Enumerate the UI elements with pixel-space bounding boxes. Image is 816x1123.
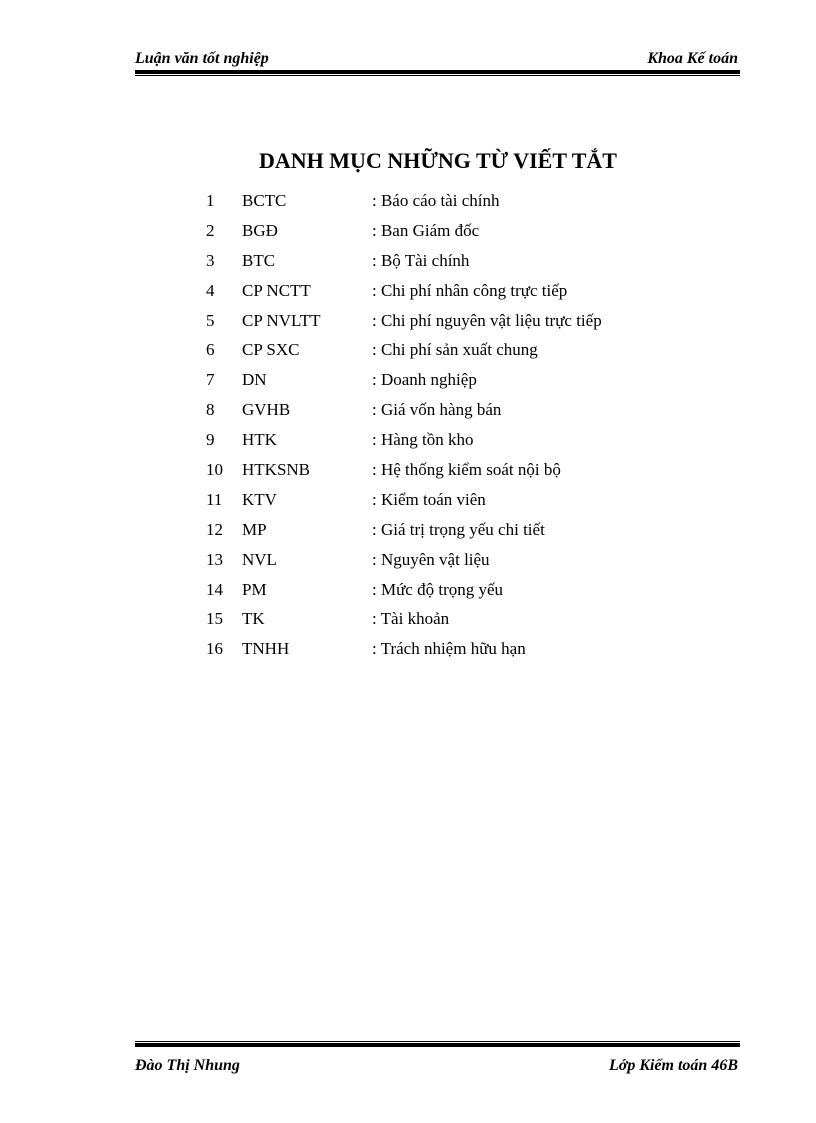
abbreviation-meaning: : Hàng tồn kho	[372, 430, 474, 450]
header-rule-thin	[135, 75, 740, 76]
abbreviation-number: 3	[206, 250, 215, 270]
abbreviation-row	[206, 517, 666, 547]
abbreviation-number: 9	[206, 430, 215, 450]
abbreviation-number: 13	[206, 549, 223, 569]
abbreviation-row	[206, 367, 666, 397]
abbreviation-code: NVL	[242, 549, 277, 569]
abbreviation-meaning: : Ban Giám đốc	[372, 220, 480, 240]
footer-rule	[135, 1043, 740, 1047]
abbreviation-number: 15	[206, 609, 223, 629]
abbreviation-meaning: : Báo cáo tài chính	[372, 191, 500, 210]
abbreviation-number: 1	[206, 191, 215, 210]
abbreviation-number: 10	[206, 460, 223, 480]
abbreviation-code: CP SXC	[242, 340, 300, 360]
abbreviation-code: HTK	[242, 430, 277, 450]
abbreviation-number: 7	[206, 370, 215, 390]
footer-class-label: Lớp Kiểm toán 46B	[608, 1057, 738, 1074]
abbreviation-row	[206, 308, 666, 338]
page-footer	[135, 1054, 740, 1078]
abbreviation-row	[206, 248, 666, 278]
abbreviation-row	[206, 427, 666, 457]
header-faculty-label: Khoa Kế toán	[647, 50, 738, 67]
abbreviation-row	[206, 278, 666, 308]
footer-author-label: Đào Thị Nhung	[135, 1057, 240, 1074]
abbreviation-code: BTC	[242, 250, 276, 270]
abbreviation-code: TK	[242, 609, 265, 629]
abbreviation-meaning: : Kiểm toán viên	[372, 489, 486, 509]
abbreviation-meaning: : Nguyên vật liệu	[372, 549, 490, 569]
abbreviation-meaning: : Giá trị trọng yếu chi tiết	[372, 519, 545, 539]
abbreviation-code: BGĐ	[242, 220, 278, 240]
abbreviation-row	[206, 577, 666, 607]
footer-rule-thin	[135, 1041, 740, 1042]
abbreviation-meaning: : Doanh nghiệp	[372, 370, 477, 390]
abbreviation-code: DN	[242, 370, 267, 390]
abbreviation-row	[206, 487, 666, 517]
abbreviation-row	[206, 606, 666, 636]
abbreviation-row	[206, 337, 666, 367]
abbreviation-code: MP	[242, 519, 267, 539]
abbreviation-meaning: : Chi phí sản xuất chung	[372, 340, 538, 360]
abbreviation-meaning: : Chi phí nguyên vật liệu trực tiếp	[372, 310, 602, 330]
abbreviation-code: PM	[242, 579, 267, 599]
abbreviation-row	[206, 636, 666, 666]
abbreviation-row	[206, 218, 666, 248]
abbreviation-number: 16	[206, 639, 223, 659]
abbreviation-code: CP NCTT	[242, 280, 311, 300]
abbreviation-row	[206, 397, 666, 427]
abbreviation-meaning: : Hệ thống kiểm soát nội bộ	[372, 460, 561, 480]
abbreviation-number: 11	[206, 489, 223, 509]
abbreviation-meaning: : Mức độ trọng yếu	[372, 579, 504, 599]
abbreviation-code: KTV	[242, 489, 277, 509]
abbreviation-number: 4	[206, 280, 215, 300]
abbreviation-code: HTKSNB	[242, 460, 311, 480]
abbreviation-meaning: : Giá vốn hàng bán	[372, 400, 502, 420]
abbreviation-code: BCTC	[242, 191, 287, 210]
abbreviation-number: 6	[206, 340, 215, 360]
abbreviation-meaning: : Trách nhiệm hữu hạn	[372, 639, 526, 659]
abbreviation-meaning: : Chi phí nhân công trực tiếp	[372, 280, 568, 300]
abbreviation-code: CP NVLTT	[242, 310, 321, 330]
abbreviation-number: 8	[206, 400, 215, 420]
abbreviation-number: 12	[206, 519, 223, 539]
page-title: DANH MỤC NHỮNG TỪ VIẾT TẮT	[259, 147, 617, 173]
page-header	[135, 47, 740, 71]
header-rule	[135, 70, 740, 74]
abbreviation-row	[206, 547, 666, 577]
abbreviation-number: 2	[206, 220, 215, 240]
abbreviation-code: GVHB	[242, 400, 291, 420]
abbreviation-row	[206, 188, 666, 218]
abbreviation-number: 14	[206, 579, 223, 599]
abbreviation-meaning: : Tài khoản	[372, 609, 450, 629]
abbreviation-number: 5	[206, 310, 215, 330]
abbreviation-meaning: : Bộ Tài chính	[372, 250, 470, 270]
header-thesis-label: Luận văn tốt nghiệp	[135, 50, 269, 67]
abbreviation-code: TNHH	[242, 639, 290, 659]
abbreviation-list	[206, 188, 666, 666]
abbreviation-row	[206, 457, 666, 487]
